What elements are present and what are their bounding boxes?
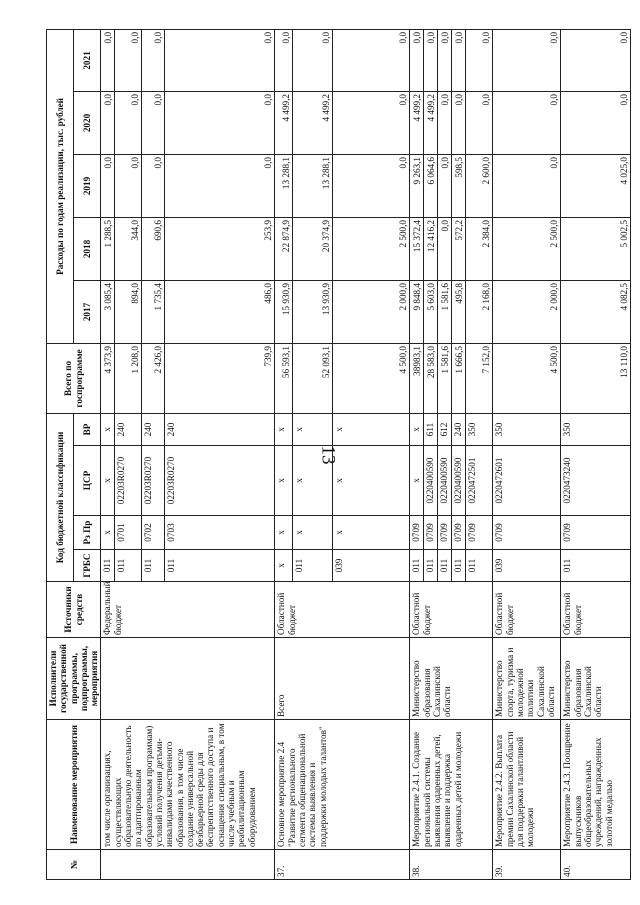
rzpr-cell: 0709 (424, 516, 438, 550)
csr-cell: 02203R0270 (115, 446, 142, 516)
year-value-cell: 5 002,5 (561, 217, 631, 280)
vr-cell: x (101, 413, 115, 445)
grbs-cell: 039 (493, 550, 561, 582)
vr-cell: 240 (165, 413, 275, 445)
year-value-cell: 572,2 (452, 217, 466, 280)
year-value-cell: 15 930,9 (275, 280, 293, 343)
csr-cell: 02203R0270 (165, 446, 275, 516)
measure-name: Мероприятие 2.4.1. Создание региональной системы выявления одаренных детей, выявление и поддержка одаренных детей и молодежи (410, 720, 493, 850)
year-value-cell: 894,0 (115, 280, 142, 343)
csr-cell: 02203R0270 (142, 446, 165, 516)
rzpr-cell: x (275, 516, 293, 550)
table-row (410, 29, 424, 879)
total-cell: 28 583,0 (424, 343, 438, 413)
executor-cell: Министерство спорта, туризма и молодежной политики Сахалинской области (493, 638, 561, 720)
year-value-cell: 2 500,0 (493, 217, 561, 280)
measure-name: Мероприятие 2.4.2. Выплата премии Сахалинской области для поддержки талантливой молодежи (493, 720, 561, 850)
year-value-cell: 0,0 (561, 29, 631, 91)
col-num-header: № (47, 850, 101, 880)
executor-cell: Министерство образования Сахалинской области (410, 638, 493, 720)
row-number: 40. (561, 850, 631, 880)
year-value-cell: 13 930,9 (293, 280, 333, 343)
total-cell: 56 593,1 (275, 343, 293, 413)
rzpr-cell: 0703 (165, 516, 275, 550)
year-value-cell: 9 263,1 (410, 154, 424, 217)
year-value-cell: 0,0 (165, 29, 275, 91)
csr-cell: x (293, 446, 333, 516)
year-value-cell: 0,0 (410, 29, 424, 91)
year-value-cell: 0,0 (438, 91, 452, 154)
year-value-cell: 0,0 (101, 29, 115, 91)
year-value-cell: 0,0 (333, 29, 410, 91)
csr-cell: 0220472601 (493, 446, 561, 516)
year-value-cell: 2 500,0 (333, 217, 410, 280)
col-year-header: 2019 (74, 154, 101, 217)
year-value-cell: 2 600,0 (466, 154, 493, 217)
total-cell: 2 426,0 (142, 343, 165, 413)
col-year-header: 2020 (74, 91, 101, 154)
vr-cell: 350 (561, 413, 631, 445)
rzpr-cell: 0709 (561, 516, 631, 550)
table-row (101, 29, 115, 879)
year-value-cell: 2 000,0 (493, 280, 561, 343)
year-value-cell: 690,6 (142, 217, 165, 280)
year-value-cell: 0,0 (438, 29, 452, 91)
total-cell: 4 500,0 (333, 343, 410, 413)
year-value-cell: 0,0 (165, 91, 275, 154)
measure-name: том числе организациях, осуществляющих образовательную деятельность по адаптированным образовательным программам) условий получения детьми-инвалидами качественного образования, в том числе создание универсальной безбарьерной среды для беспрепятственного доступа и оснащения специальным, в том числе учебным и реабилитационным оборудованием (101, 720, 275, 850)
grbs-cell: 011 (142, 550, 165, 582)
grbs-cell: 011 (410, 550, 424, 582)
source-cell: Областной бюджет (493, 582, 561, 638)
year-value-cell: 4 499,2 (275, 91, 293, 154)
col-year-header: 2017 (74, 280, 101, 343)
row-number (101, 850, 275, 880)
rzpr-cell: x (333, 516, 410, 550)
total-cell: 52 093,1 (293, 343, 333, 413)
col-name-header: Наименование мероприятия (47, 720, 101, 850)
year-value-cell: 0,0 (561, 91, 631, 154)
year-value-cell: 2 384,0 (466, 217, 493, 280)
grbs-cell: 011 (165, 550, 275, 582)
budget-table (46, 29, 631, 880)
col-year-header: 2021 (74, 29, 101, 91)
measure-name: Мероприятие 2.4.3. Поощрение выпускников общеобразовательных учреждений, награжденных золотой медалью (561, 720, 631, 850)
table-row (561, 29, 631, 879)
grbs-cell: 011 (101, 550, 115, 582)
csr-cell: x (410, 446, 424, 516)
grbs-cell: 039 (333, 550, 410, 582)
year-value-cell: 0,0 (275, 29, 293, 91)
year-value-cell: 0,0 (438, 217, 452, 280)
total-cell: 1 666,5 (452, 343, 466, 413)
vr-cell: 240 (115, 413, 142, 445)
vr-cell: x (293, 413, 333, 445)
source-cell: Федеральный бюджет (101, 582, 275, 638)
rzpr-cell: x (293, 516, 333, 550)
table-body (101, 29, 631, 879)
year-value-cell: 0,0 (165, 154, 275, 217)
rzpr-cell: 0701 (115, 516, 142, 550)
csr-cell: x (275, 446, 293, 516)
year-value-cell: 1 735,4 (142, 280, 165, 343)
total-cell: 1 581,6 (438, 343, 452, 413)
rzpr-cell: 0709 (466, 516, 493, 550)
executor-cell: Министерство образования Сахалинской области (561, 638, 631, 720)
table-row (493, 29, 561, 879)
year-value-cell: 0,0 (452, 29, 466, 91)
source-cell: Областной бюджет (275, 582, 410, 638)
year-value-cell: 0,0 (333, 91, 410, 154)
year-value-cell: 495,8 (452, 280, 466, 343)
year-value-cell: 598,5 (452, 154, 466, 217)
csr-cell: 0220473240 (561, 446, 631, 516)
year-value-cell: 12 416,2 (424, 217, 438, 280)
year-value-cell: 1 581,6 (438, 280, 452, 343)
year-value-cell: 4 082,5 (561, 280, 631, 343)
vr-cell: x (275, 413, 293, 445)
year-value-cell: 0,0 (142, 154, 165, 217)
source-cell: Областной бюджет (561, 582, 631, 638)
csr-cell: 0220400590 (424, 446, 438, 516)
year-value-cell: 0,0 (493, 29, 561, 91)
table-stage (46, 30, 630, 880)
grbs-cell: x (275, 550, 293, 582)
header-row-1 (47, 29, 74, 879)
col-source-header: Источники средств (47, 582, 101, 638)
year-value-cell: 0,0 (466, 29, 493, 91)
year-value-cell: 0,0 (101, 91, 115, 154)
year-value-cell: 2 168,0 (466, 280, 493, 343)
rzpr-cell: 0702 (142, 516, 165, 550)
col-vr-header: ВР (74, 413, 101, 445)
executor-cell: Всего (275, 638, 410, 720)
year-value-cell: 0,0 (293, 29, 333, 91)
year-value-cell: 2 000,0 (333, 280, 410, 343)
grbs-cell: 011 (293, 550, 333, 582)
year-value-cell: 0,0 (493, 154, 561, 217)
grbs-cell: 011 (438, 550, 452, 582)
grbs-cell: 011 (115, 550, 142, 582)
year-value-cell: 0,0 (101, 154, 115, 217)
vr-cell: 240 (142, 413, 165, 445)
year-value-cell: 0,0 (115, 91, 142, 154)
col-grbs-header: ГРБС (74, 550, 101, 582)
rzpr-cell: x (101, 516, 115, 550)
year-value-cell: 15 372,4 (410, 217, 424, 280)
rzpr-cell: 0709 (493, 516, 561, 550)
year-value-cell: 486,0 (165, 280, 275, 343)
source-cell: Областной бюджет (410, 582, 493, 638)
col-csr-header: ЦСР (74, 446, 101, 516)
row-number: 39. (493, 850, 561, 880)
csr-cell: 0220472501 (466, 446, 493, 516)
col-executor-header: Исполнители государственной программы, подпрограммы, мероприятия (47, 638, 101, 720)
year-value-cell: 0,0 (142, 91, 165, 154)
total-cell: 739,9 (165, 343, 275, 413)
grbs-cell: 011 (561, 550, 631, 582)
year-value-cell: 0,0 (142, 29, 165, 91)
executor-cell (101, 638, 275, 720)
year-value-cell: 9 848,4 (410, 280, 424, 343)
year-value-cell: 0,0 (466, 91, 493, 154)
total-cell: 1 208,0 (115, 343, 142, 413)
rzpr-cell: 0709 (438, 516, 452, 550)
vr-cell: 611 (424, 413, 438, 445)
csr-cell: x (333, 446, 410, 516)
year-value-cell: 13 288,1 (293, 154, 333, 217)
vr-cell: 350 (493, 413, 561, 445)
rzpr-cell: 0709 (410, 516, 424, 550)
expenses-header: Расходы по годам реализации, тыс. рублей (47, 29, 74, 343)
budget-code-header: Код бюджетной классификации (47, 413, 74, 581)
year-value-cell: 0,0 (424, 29, 438, 91)
year-value-cell: 0,0 (493, 91, 561, 154)
page-number: 13 (317, 445, 339, 465)
total-cell: 7 152,0 (466, 343, 493, 413)
year-value-cell: 0,0 (452, 91, 466, 154)
vr-cell: 240 (452, 413, 466, 445)
total-cell: 4 373,9 (101, 343, 115, 413)
year-value-cell: 0,0 (438, 154, 452, 217)
table-row (275, 29, 293, 879)
year-value-cell: 4 499,2 (293, 91, 333, 154)
col-total-header: Всего по госпрограмме (47, 343, 101, 413)
year-value-cell: 5 603,0 (424, 280, 438, 343)
csr-cell: 0220400590 (452, 446, 466, 516)
year-value-cell: 20 374,9 (293, 217, 333, 280)
year-value-cell: 344,0 (115, 217, 142, 280)
rotated-page (46, 30, 630, 880)
year-value-cell: 253,9 (165, 217, 275, 280)
col-year-header: 2018 (74, 217, 101, 280)
row-number: 38. (410, 850, 493, 880)
col-rzpr-header: Рз Пр (74, 516, 101, 550)
year-value-cell: 6 064,6 (424, 154, 438, 217)
year-value-cell: 4 025,0 (561, 154, 631, 217)
vr-cell: x (410, 413, 424, 445)
year-value-cell: 0,0 (333, 154, 410, 217)
vr-cell: x (333, 413, 410, 445)
grbs-cell: 011 (452, 550, 466, 582)
year-value-cell: 4 499,2 (424, 91, 438, 154)
year-value-cell: 4 499,2 (410, 91, 424, 154)
total-cell: 38983,1 (410, 343, 424, 413)
grbs-cell: 011 (466, 550, 493, 582)
vr-cell: 612 (438, 413, 452, 445)
year-value-cell: 0,0 (115, 29, 142, 91)
year-value-cell: 1 288,5 (101, 217, 115, 280)
vr-cell: 350 (466, 413, 493, 445)
measure-name: Основное мероприятие 2.4 "Развитие регионального сегмента общенациональной системы выявления и поддержки молодых талантов" (275, 720, 410, 850)
year-value-cell: 13 288,1 (275, 154, 293, 217)
rzpr-cell: 0709 (452, 516, 466, 550)
year-value-cell: 0,0 (115, 154, 142, 217)
csr-cell: 0220400590 (438, 446, 452, 516)
total-cell: 4 500,0 (493, 343, 561, 413)
csr-cell: x (101, 446, 115, 516)
row-number: 37. (275, 850, 410, 880)
grbs-cell: 011 (424, 550, 438, 582)
total-cell: 13 110,0 (561, 343, 631, 413)
year-value-cell: 22 874,9 (275, 217, 293, 280)
year-value-cell: 3 085,4 (101, 280, 115, 343)
